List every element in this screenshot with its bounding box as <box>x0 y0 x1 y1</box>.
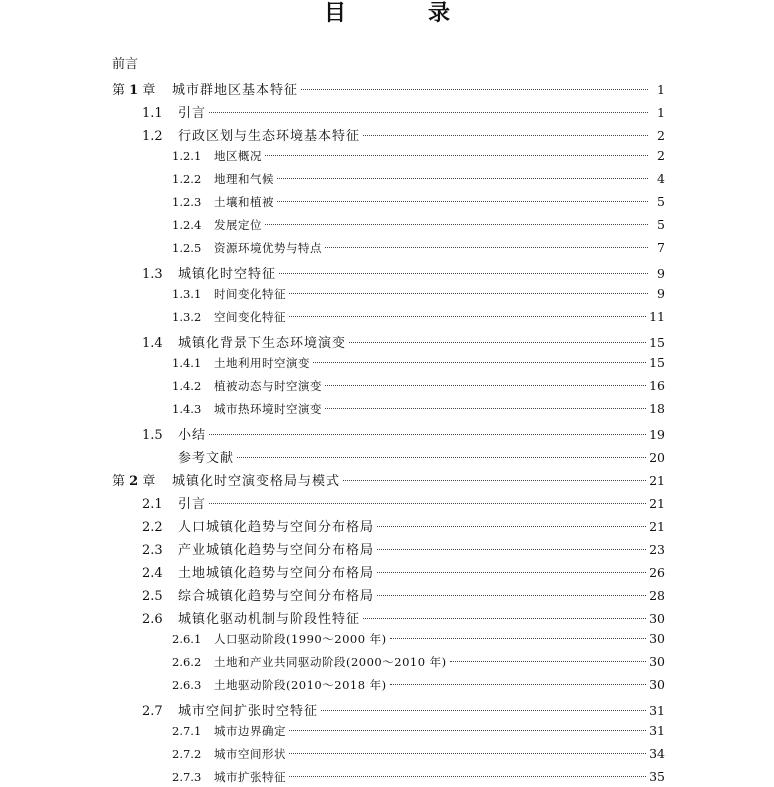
toc-entry-title: 城市空间形状 <box>214 747 286 761</box>
toc-entry-subsection-1.2.4[interactable] <box>172 217 665 235</box>
toc-entry-number <box>142 566 178 581</box>
toc-entry-number <box>142 520 178 535</box>
subsection-number: 1.3.1 <box>172 287 202 301</box>
toc-entry-section-1.4[interactable] <box>142 332 665 350</box>
chapter-prefix: 第 <box>112 474 130 489</box>
toc-entry-section-1.5[interactable] <box>142 424 665 442</box>
toc-page-number: 31 <box>649 723 665 738</box>
toc-entry-title: 城市扩张特征 <box>214 770 286 784</box>
subsection-number: 2.7.1 <box>172 724 202 738</box>
toc-entry-title: 土地和产业共同驱动阶段(2000～2010 年) <box>214 655 447 669</box>
toc-leader-dots <box>390 684 646 685</box>
toc-entry-number <box>172 195 214 209</box>
toc-leader-dots <box>325 408 646 409</box>
toc-leader-dots <box>321 710 646 711</box>
toc-entry-title: 综合城镇化趋势与空间分布格局 <box>178 589 375 604</box>
toc-entry-section-1.2[interactable] <box>142 125 665 143</box>
toc-leader-dots <box>377 549 646 550</box>
toc-entry-title: 城镇化驱动机制与阶段性特征 <box>178 612 361 627</box>
toc-page-number: 9 <box>657 286 665 301</box>
toc-entry-title: 产业城镇化趋势与空间分布格局 <box>178 543 375 558</box>
toc-page-number: 5 <box>657 194 665 209</box>
toc-entry-subsection-1.2.3[interactable] <box>172 194 665 212</box>
toc-leader-dots <box>390 638 646 639</box>
toc-entry-section-2.7[interactable] <box>142 700 665 718</box>
section-number: 2.5 <box>142 589 163 604</box>
chapter-suffix: 章 <box>138 474 156 489</box>
toc-leader-dots <box>450 661 646 662</box>
toc-entry-number <box>172 632 214 646</box>
toc-leader-dots <box>277 178 648 179</box>
section-number: 1.1 <box>142 106 163 121</box>
toc-entry-number <box>112 470 172 489</box>
subsection-number: 2.7.3 <box>172 770 202 784</box>
toc-leader-dots <box>363 618 646 619</box>
toc-entry-number <box>142 589 178 604</box>
subsection-number: 1.3.2 <box>172 310 202 324</box>
section-number: 1.5 <box>142 428 163 443</box>
toc-leader-dots <box>209 503 646 504</box>
toc-page-number: 7 <box>657 240 665 255</box>
toc-entry-title: 土地城镇化趋势与空间分布格局 <box>178 566 375 581</box>
toc-entry-title: 引言 <box>178 497 207 512</box>
section-number: 2.3 <box>142 543 163 558</box>
toc-entry-subsection-1.4.3[interactable] <box>172 401 665 419</box>
toc-entry-number <box>172 218 214 232</box>
toc-page-number: 19 <box>649 427 665 442</box>
toc-page-number: 30 <box>649 654 665 669</box>
toc-page-number: 26 <box>649 565 665 580</box>
toc-leader-dots <box>209 112 648 113</box>
toc-page-number: 35 <box>649 769 665 784</box>
toc-entry-number <box>172 356 214 370</box>
toc-entry-preface[interactable]: 前言 <box>112 57 139 72</box>
toc-leader-dots <box>289 730 646 731</box>
subsection-number: 1.2.3 <box>172 195 202 209</box>
toc-entry-chapter-2[interactable] <box>112 470 665 488</box>
toc-page-number: 9 <box>657 266 665 281</box>
chapter-prefix: 第 <box>112 83 130 98</box>
toc-entry-subsection-2.7.3[interactable] <box>172 769 665 787</box>
toc-page-number: 5 <box>657 217 665 232</box>
toc-page-number: 21 <box>649 473 665 488</box>
toc-entry-section-1.3[interactable] <box>142 263 665 281</box>
toc-entry-number <box>142 612 178 627</box>
toc-entry-subsection-1.2.2[interactable] <box>172 171 665 189</box>
toc-page-number: 34 <box>649 746 665 761</box>
toc-entry-title: 土地利用时空演变 <box>214 356 310 370</box>
toc-entry-number <box>172 678 214 692</box>
toc-entry-section-1.1[interactable] <box>142 102 665 120</box>
toc-leader-dots <box>377 595 646 596</box>
toc-page-number: 21 <box>649 519 665 534</box>
toc-entry-title: 时间变化特征 <box>214 287 286 301</box>
chapter-suffix: 章 <box>138 83 156 98</box>
toc-entry-chapter-1[interactable] <box>112 79 665 97</box>
section-number: 1.3 <box>142 267 163 282</box>
toc-page-number: 15 <box>649 355 665 370</box>
toc-entry-number <box>142 336 178 351</box>
toc-page-number: 2 <box>657 128 665 143</box>
toc-leader-dots <box>289 753 646 754</box>
toc-entry-title: 发展定位 <box>214 218 262 232</box>
toc-entry-title: 城市热环境时空演变 <box>214 402 322 416</box>
subsection-number: 1.2.1 <box>172 149 202 163</box>
toc-entry-title: 资源环境优势与特点 <box>214 241 322 255</box>
toc-leader-dots <box>289 316 646 317</box>
toc-leader-dots <box>237 457 646 458</box>
toc-entry-section-2.4[interactable] <box>142 562 665 580</box>
toc-page-number: 28 <box>649 588 665 603</box>
toc-entry-number <box>142 106 178 121</box>
section-number: 1.2 <box>142 129 163 144</box>
subsection-number: 2.6.1 <box>172 632 202 646</box>
toc-entry-number <box>172 241 214 255</box>
toc-entry-title: 引言 <box>178 106 207 121</box>
toc-entry-title: 人口驱动阶段(1990～2000 年) <box>214 632 387 646</box>
toc-entry-title: 城镇化背景下生态环境演变 <box>178 336 347 351</box>
toc-page-number: 16 <box>649 378 665 393</box>
toc-leader-dots <box>325 247 648 248</box>
section-number: 2.7 <box>142 704 163 719</box>
toc-entry-subsection-2.6.2[interactable] <box>172 654 665 672</box>
toc-entry-title: 城市边界确定 <box>214 724 286 738</box>
toc-entry-title: 地理和气候 <box>214 172 274 186</box>
toc-page-number: 31 <box>649 703 665 718</box>
toc-entry-number <box>172 770 214 784</box>
toc-entry-number <box>142 267 178 282</box>
toc-leader-dots <box>377 526 646 527</box>
section-number: 2.4 <box>142 566 163 581</box>
toc-page-number: 30 <box>649 611 665 626</box>
section-number: 2.2 <box>142 520 163 535</box>
toc-leader-dots <box>325 385 646 386</box>
toc-page-number: 4 <box>657 171 665 186</box>
toc-page-number: 18 <box>649 401 665 416</box>
toc-page-number: 30 <box>649 631 665 646</box>
toc-entry-section-2.1[interactable] <box>142 493 665 511</box>
toc-entry-subsection-2.6.3[interactable] <box>172 677 665 695</box>
toc-entry-number <box>142 704 178 719</box>
toc-leader-dots <box>349 342 646 343</box>
page-title: 目 录 <box>323 0 480 26</box>
toc-page-number: 11 <box>649 309 665 324</box>
toc-leader-dots <box>265 155 648 156</box>
toc-entry-title: 土壤和植被 <box>214 195 274 209</box>
toc-page-number: 15 <box>649 335 665 350</box>
toc-entry-title: 城市群地区基本特征 <box>172 83 299 98</box>
toc-entry-section-2.3[interactable] <box>142 539 665 557</box>
toc-entry-number <box>142 497 178 512</box>
toc-entry-subsection-1.2.1[interactable] <box>172 148 665 166</box>
toc-leader-dots <box>277 201 648 202</box>
toc-entry-title: 参考文献 <box>178 451 235 466</box>
toc-entry-number <box>142 543 178 558</box>
toc-entry-subsection-1.4.1[interactable] <box>172 355 665 373</box>
subsection-number: 1.2.4 <box>172 218 202 232</box>
toc-leader-dots <box>289 776 646 777</box>
toc-entry-subsection-2.6.1[interactable] <box>172 631 665 649</box>
toc-entry-title: 小结 <box>178 428 207 443</box>
toc-leader-dots <box>343 480 646 481</box>
section-number: 2.6 <box>142 612 163 627</box>
toc-entry-number <box>172 724 214 738</box>
subsection-number: 2.7.2 <box>172 747 202 761</box>
toc-page-number: 21 <box>649 496 665 511</box>
toc-leader-dots <box>363 135 648 136</box>
subsection-number: 1.4.3 <box>172 402 202 416</box>
toc-leader-dots <box>313 362 646 363</box>
subsection-number: 2.6.3 <box>172 678 202 692</box>
toc-entry-number <box>112 79 172 98</box>
toc-entry-number <box>172 402 214 416</box>
chapter-number: 1 <box>129 83 139 98</box>
toc-page-number: 20 <box>649 450 665 465</box>
toc-entry-number <box>172 310 214 324</box>
toc-entry-number <box>172 747 214 761</box>
toc-entry-title: 城市空间扩张时空特征 <box>178 704 319 719</box>
toc-leader-dots <box>209 434 646 435</box>
section-number: 1.4 <box>142 336 163 351</box>
subsection-number: 1.4.2 <box>172 379 202 393</box>
toc-leader-dots <box>279 273 648 274</box>
toc-entry-subsection-1.3.1[interactable] <box>172 286 665 304</box>
toc-entry-title: 地区概况 <box>214 149 262 163</box>
toc-entry-title: 城镇化时空特征 <box>178 267 277 282</box>
toc-entry-title: 土地驱动阶段(2010～2018 年) <box>214 678 387 692</box>
toc-page-number: 30 <box>649 677 665 692</box>
toc-entry-number <box>172 149 214 163</box>
toc-entry-subsection-2.7.2[interactable] <box>172 746 665 764</box>
toc-entry-title: 植被动态与时空演变 <box>214 379 322 393</box>
chapter-number: 2 <box>129 474 139 489</box>
toc-leader-dots <box>301 89 648 90</box>
toc-leader-dots <box>265 224 648 225</box>
toc-entry-number <box>142 129 178 144</box>
subsection-number: 1.4.1 <box>172 356 202 370</box>
subsection-number: 1.2.2 <box>172 172 202 186</box>
toc-page-number: 1 <box>657 105 665 120</box>
toc-entry-number <box>172 379 214 393</box>
toc-entry-title: 人口城镇化趋势与空间分布格局 <box>178 520 375 535</box>
toc-entry-title: 城镇化时空演变格局与模式 <box>172 474 341 489</box>
toc-entry-subsection-1.4.2[interactable] <box>172 378 665 396</box>
toc-entry-section-2.2[interactable] <box>142 516 665 534</box>
toc-entry-section-2.6[interactable] <box>142 608 665 626</box>
toc-entry-subsection-1.2.5[interactable] <box>172 240 665 258</box>
toc-entry-section-2.5[interactable] <box>142 585 665 603</box>
subsection-number: 1.2.5 <box>172 241 202 255</box>
toc-entry-number <box>172 172 214 186</box>
toc-entry-title: 空间变化特征 <box>214 310 286 324</box>
toc-entry-number <box>172 655 214 669</box>
toc-page-number: 1 <box>657 82 665 97</box>
toc-entry-number <box>172 287 214 301</box>
section-number: 2.1 <box>142 497 163 512</box>
subsection-number: 2.6.2 <box>172 655 202 669</box>
toc-entry-subsection-1.3.2[interactable] <box>172 309 665 327</box>
toc-entry-subsection-2.7.1[interactable] <box>172 723 665 741</box>
toc-page-number: 2 <box>657 148 665 163</box>
toc-leader-dots <box>377 572 646 573</box>
toc-entry-title: 行政区划与生态环境基本特征 <box>178 129 361 144</box>
toc-entry-section-ref-0[interactable] <box>142 447 665 465</box>
toc-page-number: 23 <box>649 542 665 557</box>
toc-entry-number <box>142 428 178 443</box>
toc-leader-dots <box>289 293 648 294</box>
